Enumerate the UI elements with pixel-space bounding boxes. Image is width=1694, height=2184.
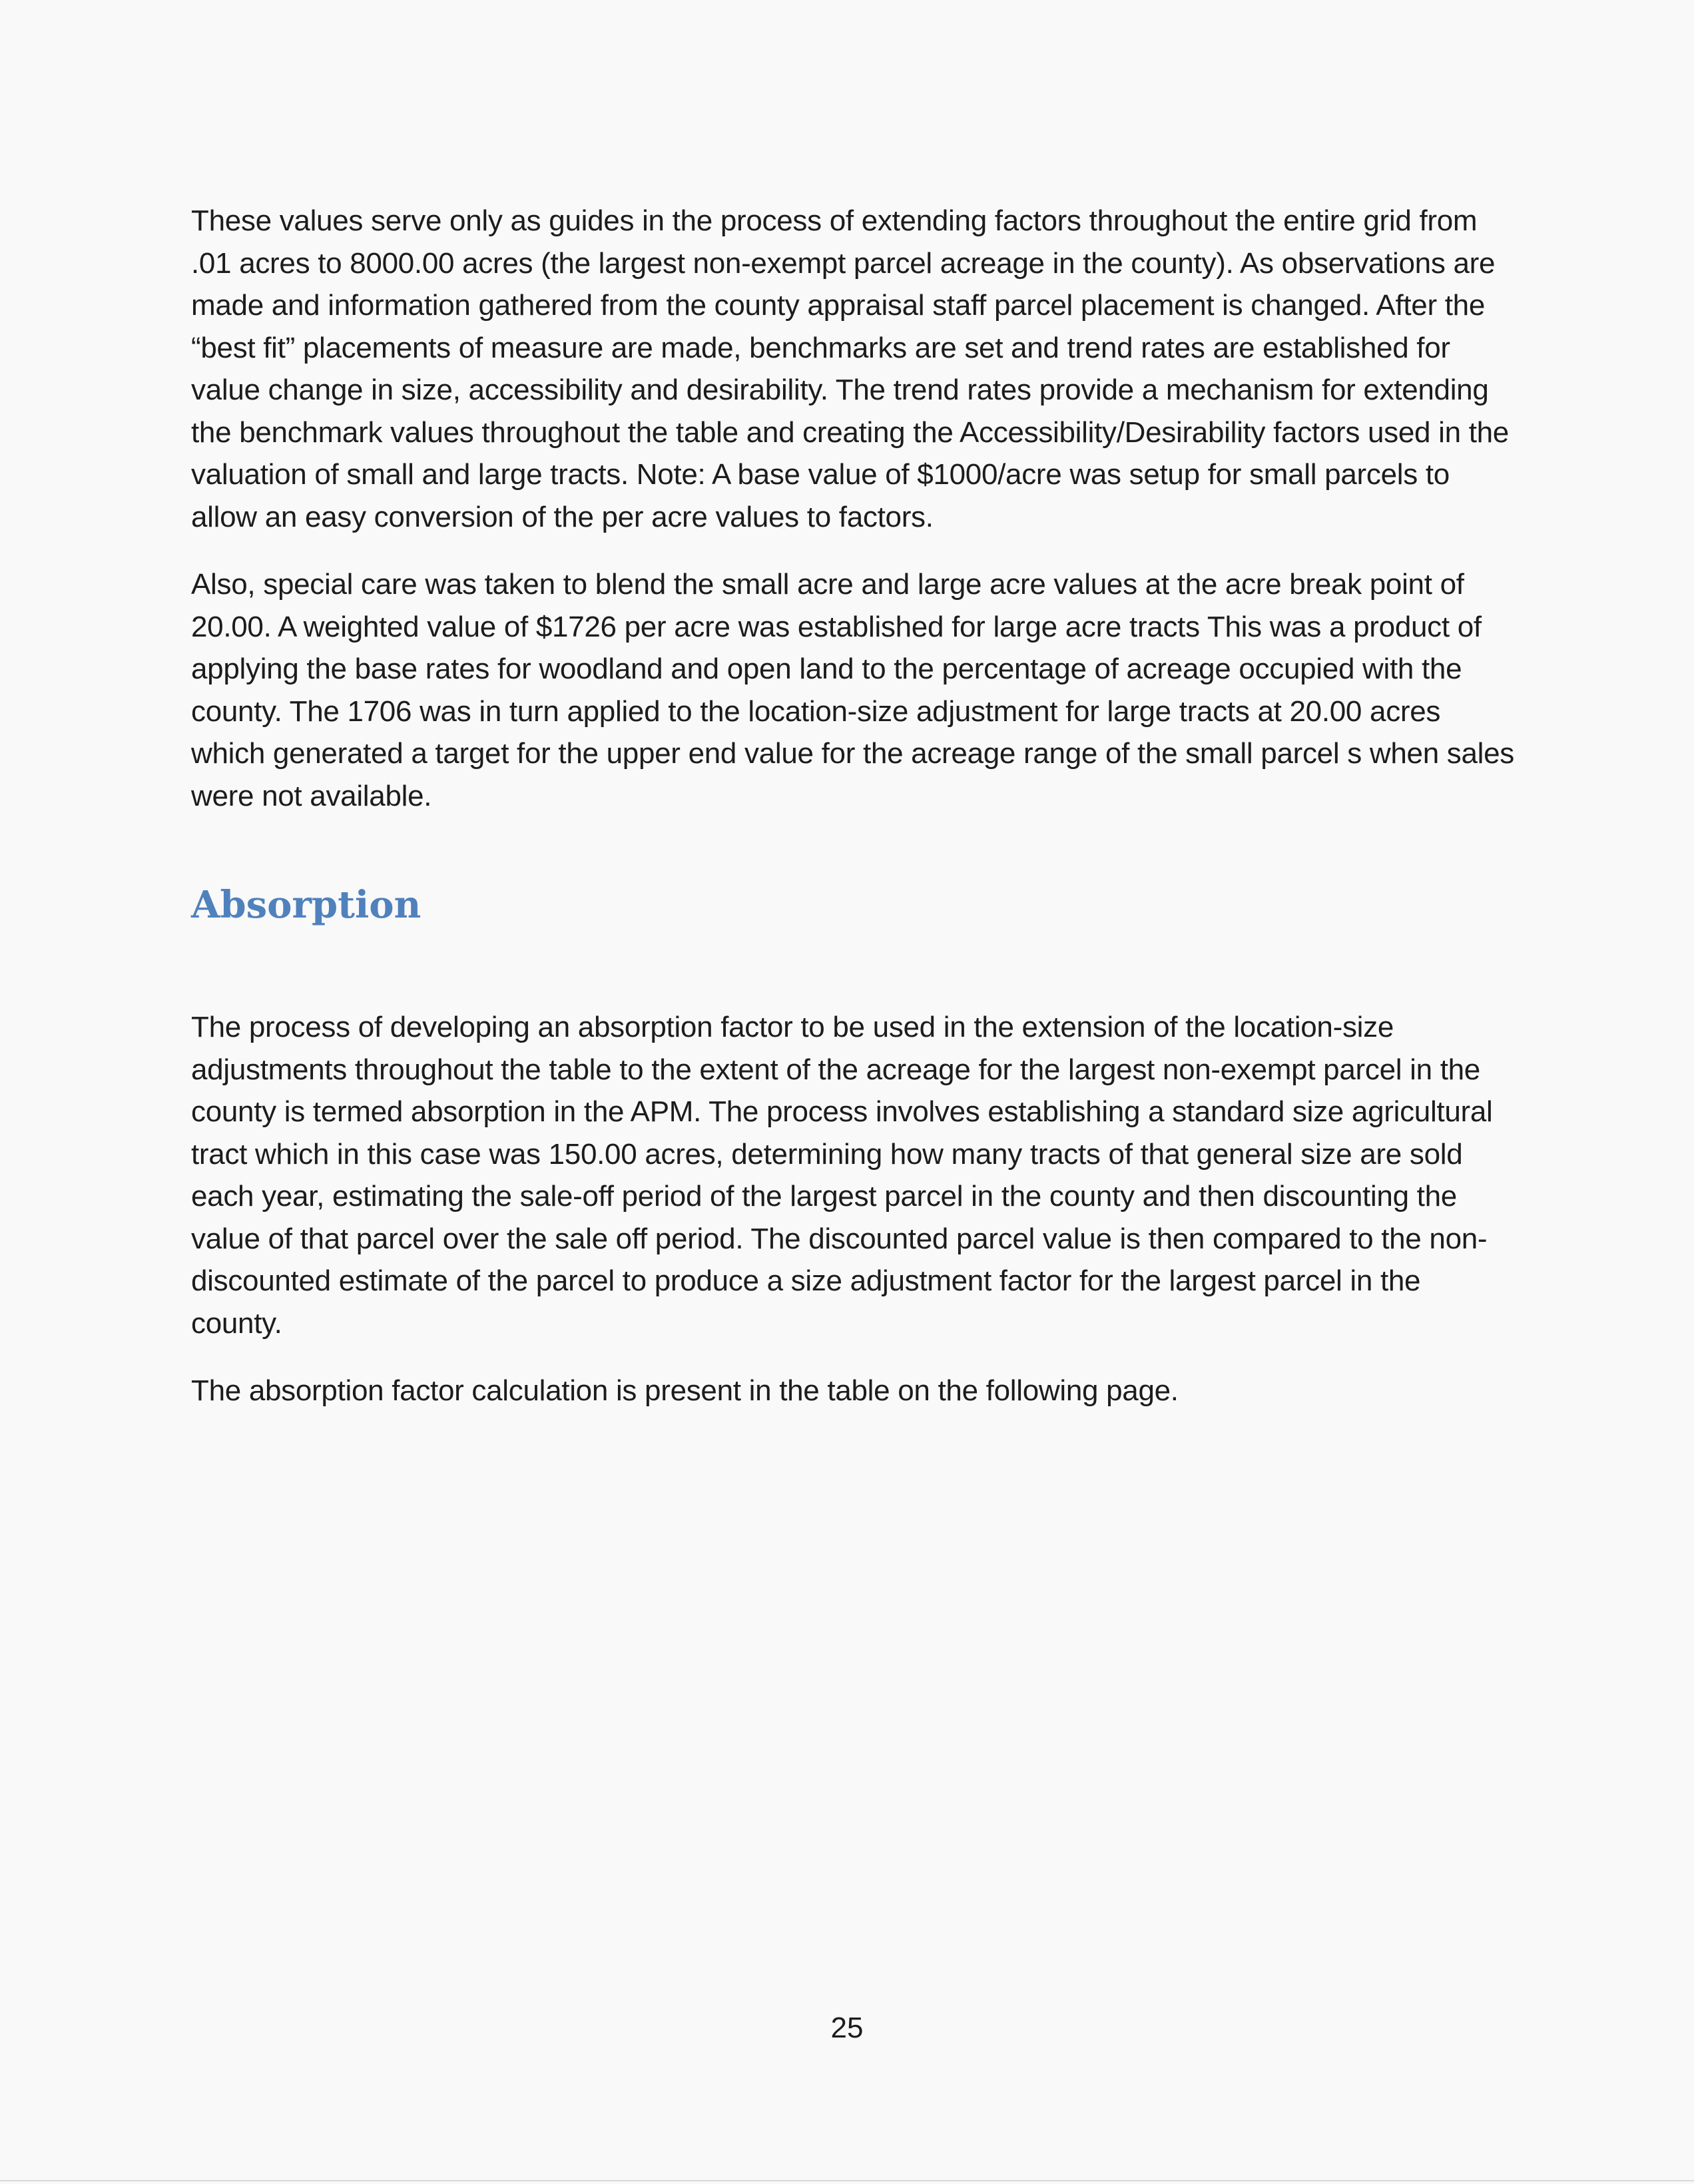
- section-heading-absorption: Absorption: [191, 883, 422, 927]
- absorption-paragraph-2: The absorption factor calculation is present in the table on the following page.: [191, 1374, 1179, 1407]
- absorption-paragraph-1: The process of developing an absorption factor to be used in the extension of the location-size adjustments throughout the table to the extent of the acreage for the largest non-exempt parcel in the county is termed absorption in the APM. The process involves establishing a standard size agricultural tract which in this case was 150.00 acres, determining how many tracts of that general size are sold each year, estimating the sale-off period of the largest parcel in the county and then discounting the value of that parcel over the sale off period. The discounted parcel value is then compared to the non-discounted estimate of the parcel to produce a size adjustment factor for the largest parcel in the county.: [191, 1011, 1493, 1340]
- page-content: [191, 200, 1516, 1412]
- scan-edge-divider: [0, 2180, 1694, 2181]
- intro-paragraph-2: Also, special care was taken to blend the small acre and large acre values at the acre break point of 20.00. A weighted value of $1726 per acre was established for large acre tracts This was a product of applying the base rates for woodland and open land to the percentage of acreage occupied with the county. The 1706 was in turn applied to the location-size adjustment for large tracts at 20.00 acres which generated a target for the upper end value for the acreage range of the small parcel s when sales were not available.: [191, 568, 1514, 812]
- intro-paragraph-1: These values serve only as guides in the process of extending factors throughout the entire grid from .01 acres to 8000.00 acres (the largest non-exempt parcel acreage in the county). As observations are made and information gathered from the county appraisal staff parcel placement is changed. After the “best fit” placements of measure are made, benchmarks are set and trend rates are established for value change in size, accessibility and desirability. The trend rates provide a mechanism for extending the benchmark values throughout the table and creating the Accessibility/Desirability factors used in the valuation of small and large tracts. Note: A base value of $1000/acre was setup for small parcels to allow an easy conversion of the per acre values to factors.: [191, 204, 1509, 533]
- page-number: 25: [830, 2012, 864, 2044]
